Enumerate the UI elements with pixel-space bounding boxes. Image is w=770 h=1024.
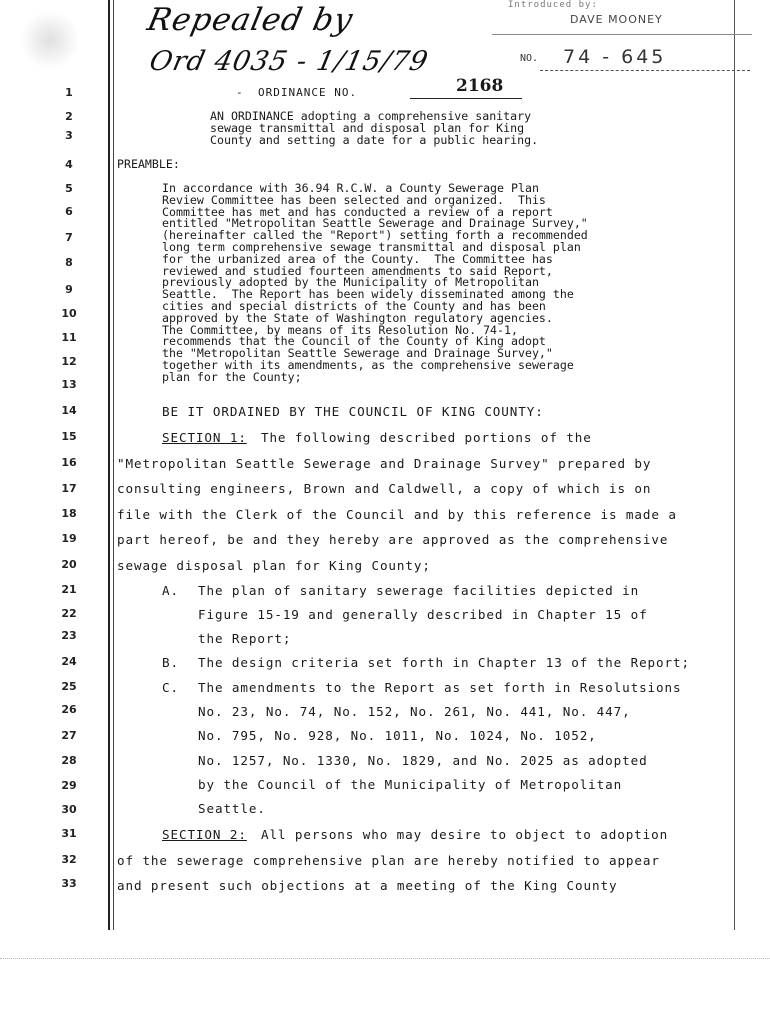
line-number: 32 (61, 853, 77, 866)
ordinance-number-underline (410, 98, 522, 99)
line-number: 8 (65, 256, 73, 269)
line-number: 23 (61, 629, 77, 642)
item-letter: C. (162, 680, 179, 695)
proposal-number-value: 74 - 645 (563, 46, 667, 68)
line-number: 14 (61, 404, 77, 417)
line-number: 2 (65, 110, 73, 123)
line-number: 16 (61, 456, 77, 469)
line-number: 1 (65, 86, 73, 99)
line-number: 30 (61, 803, 77, 816)
text-line: consulting engineers, Brown and Caldwell, a copy of which is on (117, 481, 652, 497)
title-line-2: sewage transmittal and disposal plan for King (210, 121, 525, 135)
text-line: In accordance with 36.94 R.C.W. a County Sewerage Plan (162, 181, 539, 195)
line-number: 10 (61, 307, 77, 320)
line-number: 11 (61, 331, 77, 344)
text-line: of the sewerage comprehensive plan are hereby notified to appear (117, 853, 660, 868)
margin-rule-left-inner (113, 0, 114, 930)
text-line: "Metropolitan Seattle Sewerage and Drainage Survey" prepared by (117, 456, 652, 471)
text-line: by the Council of the Municipality of Metropolitan (198, 776, 623, 792)
text-line: file with the Clerk of the Council and by this reference is made a (117, 506, 677, 522)
text-line: The design criteria set forth in Chapter 13 of the Report; (198, 655, 690, 670)
handwritten-annotation-line2: Ord 4035 - 1/15/79 (146, 46, 432, 77)
text-line: Committee has met and has conducted a review of a report (162, 204, 553, 219)
text-line: Figure 15-19 and generally described in Chapter 15 of (198, 607, 648, 623)
text-line: the Report; (198, 631, 292, 647)
line-number: 19 (61, 532, 77, 545)
line-number: 4 (65, 158, 73, 171)
line-number: 7 (65, 231, 73, 244)
ordinance-label: ORDINANCE NO. (258, 86, 358, 99)
text-line: Seattle. The Report has been widely disseminated among the (162, 287, 574, 302)
line-number: 28 (61, 754, 77, 767)
text-line: The amendments to the Report as set forth in Resolutsions (198, 680, 682, 695)
line-number: 18 (61, 507, 77, 520)
text-line: No. 1257, No. 1330, No. 1829, and No. 2025 as adopted (198, 752, 648, 768)
enacting-clause: BE IT ORDAINED BY THE COUNCIL OF KING COUNTY: (162, 404, 544, 419)
handwritten-annotation-line1: Repealed by (144, 2, 357, 38)
line-number: 15 (61, 430, 77, 443)
item-letter: B. (162, 655, 179, 670)
line-number: 29 (61, 779, 77, 792)
line-number: 21 (61, 583, 77, 596)
stamp-sponsor-name: DAVE MOONEY (570, 13, 663, 26)
text-line: Review Committee has been selected and organized. This (162, 192, 546, 207)
text-line: No. 795, No. 928, No. 1011, No. 1024, No. 1052, (198, 728, 597, 744)
line-number: 17 (61, 482, 77, 495)
section-1-first-line: The following described portions of the (244, 430, 592, 445)
ordinance-number: 2168 (456, 76, 504, 96)
line-number: 9 (65, 283, 73, 296)
title-line-3: County and setting a date for a public hearing. (210, 133, 539, 147)
text-line: reviewed and studied fourteen amendments to said Report, (162, 263, 553, 278)
text-line: together with its amendments, as the comprehensive sewerage (162, 358, 574, 372)
text-line: entitled "Metropolitan Seattle Sewerage and Drainage Survey," (162, 216, 588, 231)
margin-rule-right (734, 0, 735, 930)
section-1-heading: SECTION 1: (162, 430, 247, 445)
line-number: 13 (61, 378, 77, 391)
text-line: long term comprehensive sewage transmittal and disposal plan (162, 240, 581, 254)
text-line: part hereof, be and they hereby are approved as the comprehensive (117, 532, 669, 548)
text-line: Seattle. (198, 801, 266, 816)
stamp-divider (492, 34, 752, 35)
line-number: 20 (61, 558, 77, 571)
line-number: 31 (61, 827, 77, 840)
text-line: The plan of sanitary sewerage facilities depicted in (198, 583, 640, 598)
text-line: and present such objections at a meeting of the King County (117, 877, 618, 893)
text-line: previously adopted by the Municipality of Metropolitan (162, 275, 539, 290)
line-number: 22 (61, 607, 77, 620)
line-number: 6 (65, 205, 73, 218)
text-line: cities and special districts of the County and has been (162, 299, 546, 313)
line-number: 3 (65, 129, 73, 142)
text-line: the "Metropolitan Seattle Sewerage and Drainage Survey," (162, 346, 553, 361)
line-number: 24 (61, 655, 77, 668)
line-number: 25 (61, 680, 77, 693)
scan-edge-artifact (0, 958, 770, 969)
text-line: The Committee, by means of its Resolution No. 74-1, (162, 322, 518, 337)
ordinance-dash: - (236, 86, 243, 99)
line-number: 33 (61, 877, 77, 890)
line-number: 5 (65, 182, 73, 195)
line-number: 12 (61, 355, 77, 368)
section-2-first-line: All persons who may desire to object to adoption (244, 827, 669, 842)
line-number: 26 (61, 703, 77, 716)
item-letter: A. (162, 583, 179, 598)
line-number-column (0, 0, 90, 930)
margin-rule-left (108, 0, 110, 930)
text-line: sewage disposal plan for King County; (117, 557, 431, 573)
text-line: approved by the State of Washington regulatory agencies. (162, 310, 553, 325)
text-line: plan for the County; (162, 369, 302, 384)
text-line: (hereinafter called the "Report") setting forth a recommended (162, 228, 588, 243)
preamble-heading: PREAMBLE: (117, 157, 180, 171)
proposal-number-label: NO. (520, 53, 539, 64)
title-line-1: AN ORDINANCE adopting a comprehensive sanitary (210, 109, 532, 123)
text-line: recommends that the Council of the County of King adopt (162, 334, 546, 349)
section-2-heading: SECTION 2: (162, 827, 247, 842)
text-line: for the urbanized area of the County. The Committee has (162, 251, 553, 266)
text-line: No. 23, No. 74, No. 152, No. 261, No. 441, No. 447, (198, 704, 631, 720)
line-number: 27 (61, 729, 77, 742)
proposal-number-underline (540, 70, 750, 71)
stamp-introduced-by: Introduced by: (508, 0, 598, 10)
